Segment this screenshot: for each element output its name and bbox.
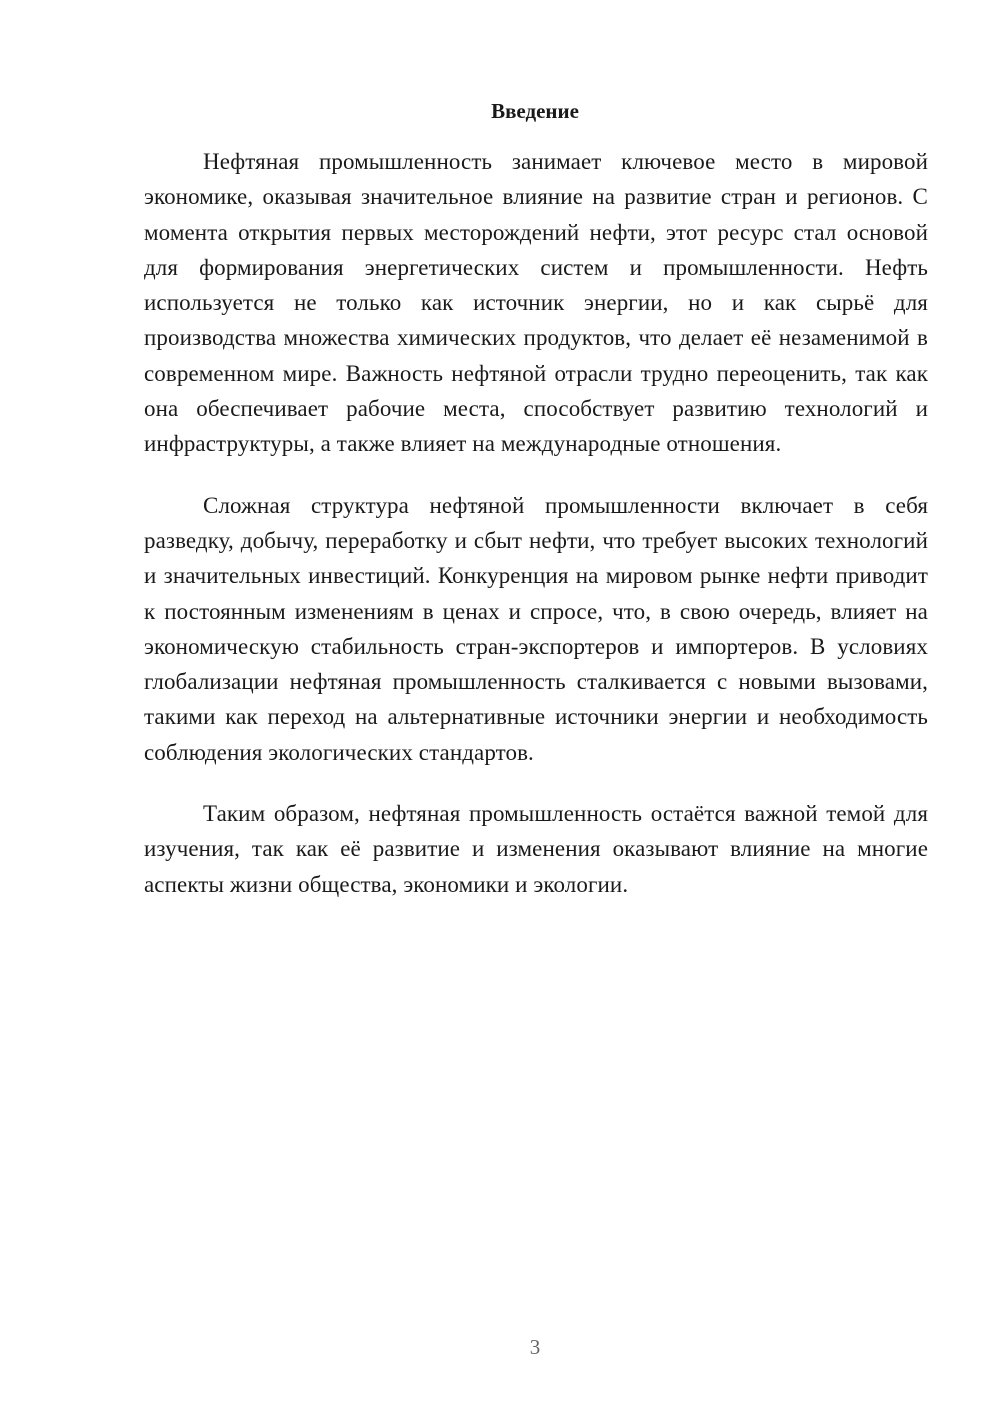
page-heading: Введение	[491, 99, 579, 123]
paragraph-1: Нефтяная промышленность занимает ключевое место в мировой экономике, оказывая значительное влияние на развитие стран и регионов. С момента открытия первых месторождений нефти, этот ресурс стал основой для формирования энергетических систем и промышленности. Нефть используется не только как источник энергии, но и как сырьё для производства множества химических продуктов, что делает её незаменимой в современном мире. Важность нефтяной отрасли трудно переоценить, так как она обеспечивает рабочие места, способствует развитию технологий и инфраструктуры, а также влияет на международные отношения.	[144, 149, 928, 457]
page-number: 3	[529, 1335, 541, 1359]
paragraph-3: Таким образом, нефтяная промышленность остаётся важной темой для изучения, так как её развитие и изменения оказывают влияние на многие аспекты жизни общества, экономики и экологии.	[144, 801, 928, 897]
body-text	[144, 144, 928, 928]
paragraph-2: Сложная структура нефтяной промышленности включает в себя разведку, добычу, переработку и сбыт нефти, что требует высоких технологий и значительных инвестиций. Конкуренция на мировом рынке нефти приводит к постоянным изменениям в ценах и спросе, что, в свою очередь, влияет на экономическую стабильность стран-экспортеров и импортеров. В условиях глобализации нефтяная промышленность сталкивается с новыми вызовами, такими как переход на альтернативные источники энергии и необходимость соблюдения экологических стандартов.	[144, 492, 928, 765]
